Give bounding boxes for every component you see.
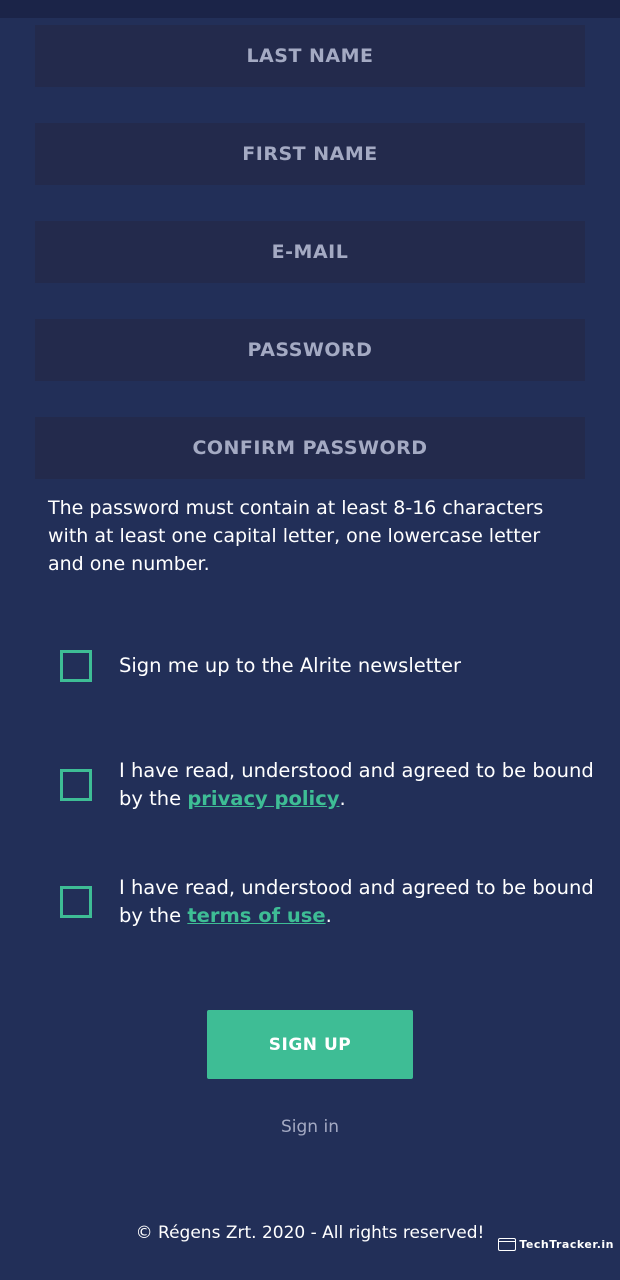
privacy-row (60, 757, 600, 813)
footer-copyright: © Régens Zrt. 2020 - All rights reserved! (135, 1223, 485, 1243)
newsletter-label: Sign me up to the Alrite newsletter (119, 654, 462, 677)
terms-label (119, 874, 594, 930)
newsletter-checkbox[interactable] (60, 650, 92, 682)
privacy-checkbox[interactable] (60, 769, 92, 801)
terms-checkbox[interactable] (60, 886, 92, 918)
password-input[interactable] (35, 319, 585, 381)
watermark (498, 1238, 614, 1251)
privacy-policy-link[interactable]: privacy policy (187, 787, 340, 810)
first-name-input[interactable] (35, 123, 585, 185)
password-hint: The password must contain at least 8-16 characters with at least one capital letter, one lowercase letter and one number. (48, 497, 544, 575)
sign-up-button[interactable]: SIGN UP (207, 1010, 413, 1079)
terms-prefix: I have read, understood and agreed to be bound by the (119, 876, 594, 927)
terms-suffix: . (325, 904, 332, 927)
privacy-suffix: . (339, 787, 346, 810)
watermark-text: TechTracker.in (519, 1238, 614, 1251)
last-name-input[interactable] (35, 25, 585, 87)
confirm-password-input[interactable] (35, 417, 585, 479)
privacy-label (119, 757, 594, 813)
top-bar (0, 0, 620, 18)
email-input[interactable] (35, 221, 585, 283)
sign-in-link[interactable]: Sign in (281, 1117, 339, 1137)
privacy-prefix: I have read, understood and agreed to be bound by the (119, 759, 594, 810)
newsletter-row (60, 650, 600, 682)
browser-window-icon (498, 1238, 516, 1251)
terms-row (60, 874, 600, 930)
terms-of-use-link[interactable]: terms of use (187, 904, 326, 927)
